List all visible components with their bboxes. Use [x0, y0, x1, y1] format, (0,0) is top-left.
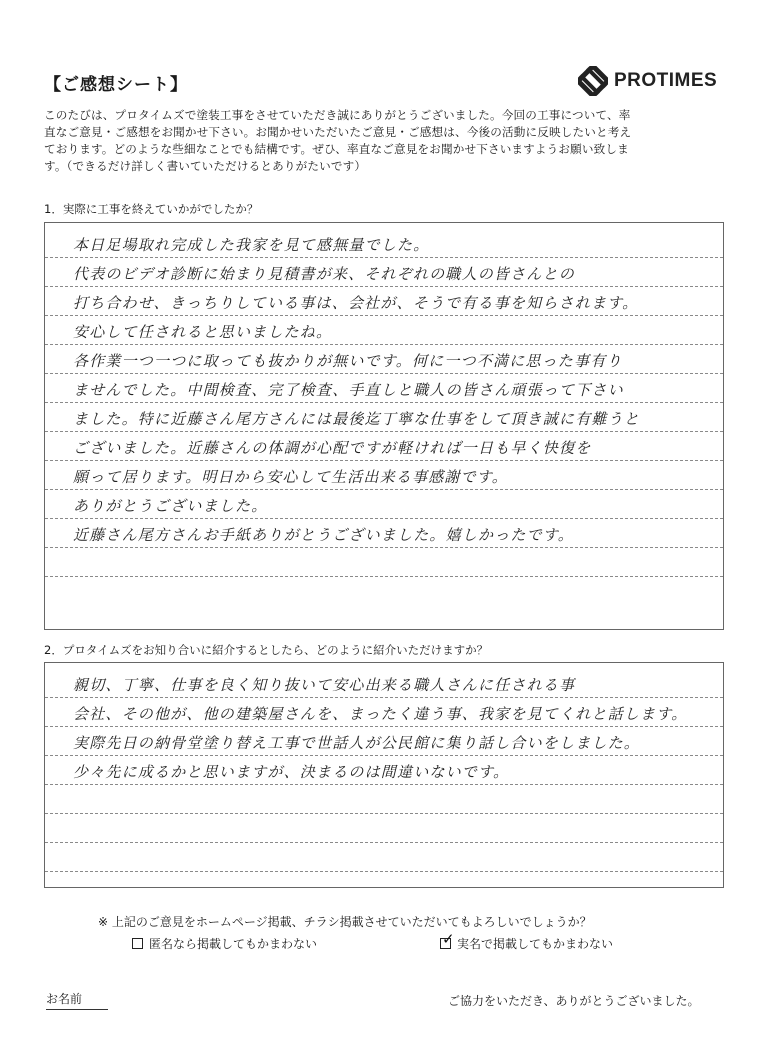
- handwritten-text: ませんでした。中間検査、完了検査、手直しと職人の皆さん頑張って下さい: [73, 381, 624, 399]
- intro-text: [44, 107, 734, 175]
- handwritten-text: 願って居ります。明日から安心して生活出来る事感謝です。: [73, 468, 509, 486]
- answer-line: [45, 669, 723, 698]
- answer-line: [45, 374, 723, 403]
- handwritten-text: 代表のビデオ診断に始まり見積書が来、それぞれの職人の皆さんとの: [73, 265, 575, 283]
- answer-line: [45, 519, 723, 548]
- sheet-title: 【ご感想シート】: [44, 75, 188, 95]
- answer-line: [45, 548, 723, 577]
- answer-line: [45, 258, 723, 287]
- handwritten-text: 本日足場取れ完成した我家を見て感無量でした。: [73, 236, 430, 254]
- name-field-label: お名前: [46, 990, 108, 1010]
- handwritten-text: ありがとうございました。: [73, 497, 268, 515]
- thanks-message: ご協力をいただき、ありがとうございました。: [448, 994, 700, 1008]
- question-2-label: 2．プロタイムズをお知り合いに紹介するとしたら、どのように紹介いただけますか？: [44, 643, 489, 657]
- consent-notice: ※ 上記のご意見をホームページ掲載、チラシ掲載させていただいてもよろしいでしょうか？: [98, 915, 592, 929]
- handwritten-text: 各作業一つ一つに取っても抜かりが無いです。何に一つ不満に思った事有り: [73, 352, 623, 370]
- answer-line: [45, 756, 723, 785]
- intro-line: す。（できるだけ詳しく書いていただけるとありがたいです）: [44, 159, 367, 173]
- option-real-name[interactable]: [440, 930, 614, 952]
- real-name-label: 実名で掲載してもかまわない: [457, 937, 614, 951]
- logo-text: PROTIMES: [614, 70, 718, 91]
- answer-line: [45, 461, 723, 490]
- handwritten-text: 打ち合わせ、きっちりしている事は、会社が、そうで有る事を知らされます。: [73, 294, 639, 312]
- check-mark-icon: ✓: [442, 930, 455, 948]
- handwritten-text: ございました。近藤さんの体調が心配ですが軽ければ一日も早く快復を: [73, 439, 592, 457]
- intro-line: ております。どのような些細なことでも結構です。ぜひ、率直なご意見をお聞かせ下さいますようお願い致しま: [44, 142, 629, 156]
- handwritten-text: 実際先日の納骨堂塗り替え工事で世話人が公民館に集り話し合いをしました。: [73, 734, 641, 752]
- handwritten-text: 会社、その他が、他の建築屋さんを、まったく違う事、我家を見てくれと話します。: [73, 705, 688, 723]
- anonymous-checkbox[interactable]: [132, 938, 143, 949]
- handwritten-text: 近藤さん尾方さんお手紙ありがとうございました。嬉しかったです。: [73, 526, 575, 544]
- handwritten-text: 親切、丁寧、仕事を良く知り抜いて安心出来る職人さんに任される事: [73, 676, 576, 694]
- handwritten-text: ました。特に近藤さん尾方さんには最後迄丁寧な仕事をして頂き誠に有難うと: [73, 410, 641, 428]
- intro-line: 直なご意見・ご感想をお聞かせ下さい。お聞かせいただいたご意見・ご感想は、今後の活動に反映したいと考え: [44, 125, 632, 139]
- answer-line: [45, 432, 723, 461]
- answer-line: [45, 229, 723, 258]
- protimes-logo-icon: [578, 66, 608, 96]
- question-2-answer-box: [44, 662, 724, 888]
- answer-line: [45, 287, 723, 316]
- answer-line: [45, 403, 723, 432]
- handwritten-text: 少々先に成るかと思いますが、決まるのは間違いないです。: [73, 763, 510, 781]
- answer-line: [45, 345, 723, 374]
- option-anonymous[interactable]: [132, 935, 317, 952]
- answer-line: [45, 698, 723, 727]
- protimes-logo: [578, 66, 717, 96]
- question-1-answer-box: [44, 222, 724, 630]
- answer-line: [45, 727, 723, 756]
- answer-line: [45, 490, 723, 519]
- answer-line: [45, 785, 723, 814]
- real-name-checkbox[interactable]: [440, 930, 455, 949]
- intro-line: このたびは、プロタイムズで塗装工事をさせていただき誠にありがとうございました。今回の工事について、率: [44, 108, 631, 122]
- answer-line: [45, 843, 723, 872]
- answer-line: [45, 316, 723, 345]
- question-1-label: 1．実際に工事を終えていかがでしたか？: [44, 202, 259, 216]
- handwritten-text: 安心して任されると思いましたね。: [73, 323, 333, 341]
- answer-line: [45, 814, 723, 843]
- anonymous-label: 匿名なら掲載してもかまわない: [149, 937, 318, 951]
